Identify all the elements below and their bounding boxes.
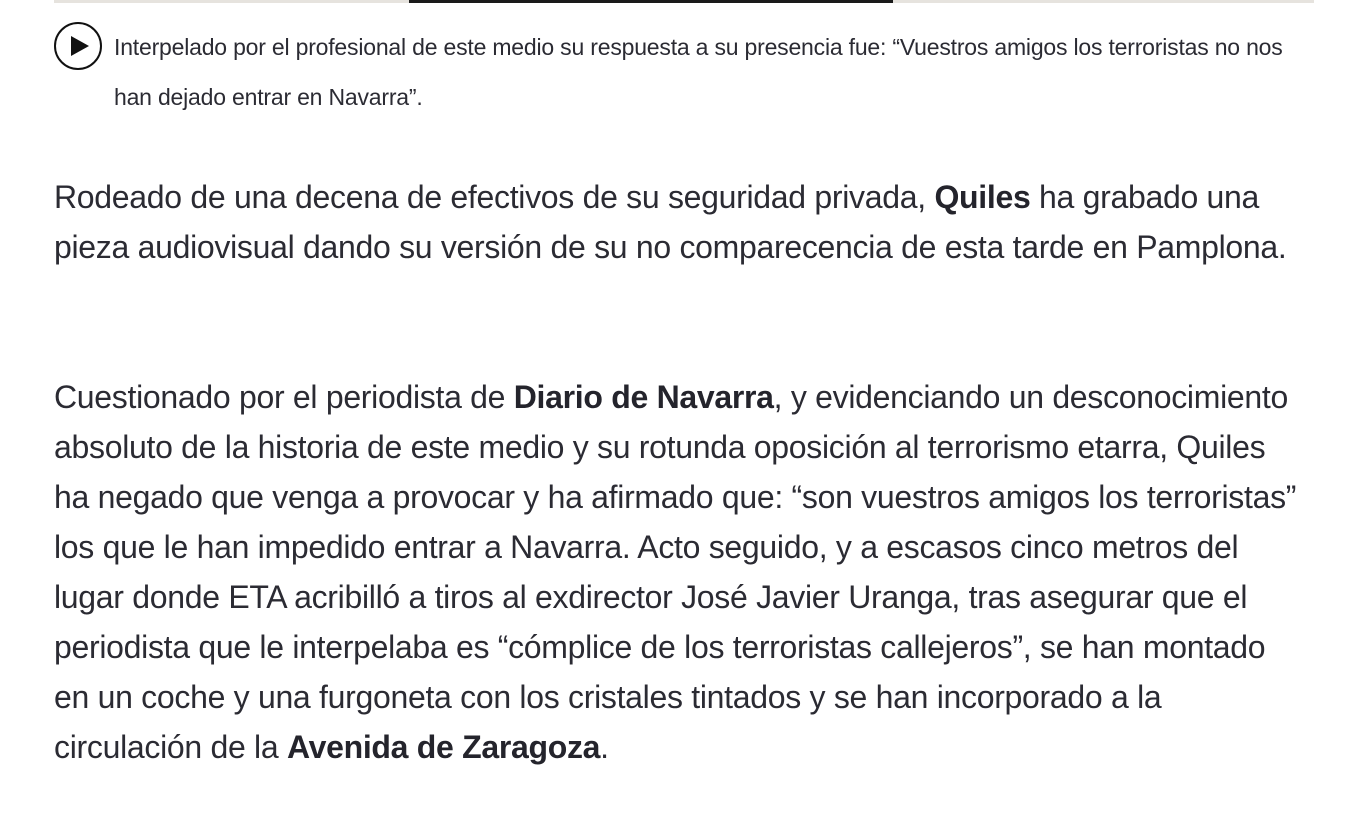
caption-text: Interpelado por el profesional de este medio su respuesta a su presencia fue: “Vuestros amigos los terroristas no nos han dejado entrar en Navarra”. bbox=[114, 34, 1283, 110]
video-caption bbox=[54, 22, 1284, 122]
bold-name-diario-de-navarra: Diario de Navarra bbox=[513, 379, 774, 415]
paragraph-text: ha grabado una pieza audiovisual dando su versión de su no comparecencia de esta tarde en Pamplona. bbox=[54, 179, 1287, 265]
play-button[interactable] bbox=[54, 22, 102, 70]
paragraph-text: , y evidenciando un desconocimiento absoluto de la historia de este medio y su rotunda oposición al terrorismo etarra, Quiles ha negado que venga a provocar y ha afirmado que: “son vuestros amigos los terroristas” los que le han impedido entrar a Navarra. Acto seguido, y a escasos cinco metros del lugar donde ETA acribilló a tiros al exdirector José Javier Uranga, tras asegurar que el periodista que le interpelaba es “cómplice de los terroristas callejeros”, se han montado en un coche y una furgoneta con los cristales tintados y se han incorporado a la circulación de la bbox=[54, 379, 1297, 765]
play-icon bbox=[71, 36, 89, 56]
article-paragraph-1 bbox=[54, 172, 1304, 272]
bold-name-avenida-de-zaragoza: Avenida de Zaragoza bbox=[286, 729, 601, 765]
video-player-bottom-edge bbox=[54, 0, 1314, 3]
article-paragraph-2 bbox=[54, 372, 1304, 772]
video-frame-strip bbox=[409, 0, 893, 3]
bold-name-quiles: Quiles bbox=[934, 179, 1031, 215]
paragraph-text: Cuestionado por el periodista de bbox=[54, 379, 514, 415]
paragraph-text: . bbox=[600, 729, 609, 765]
paragraph-text: Rodeado de una decena de efectivos de su seguridad privada, bbox=[54, 179, 935, 215]
